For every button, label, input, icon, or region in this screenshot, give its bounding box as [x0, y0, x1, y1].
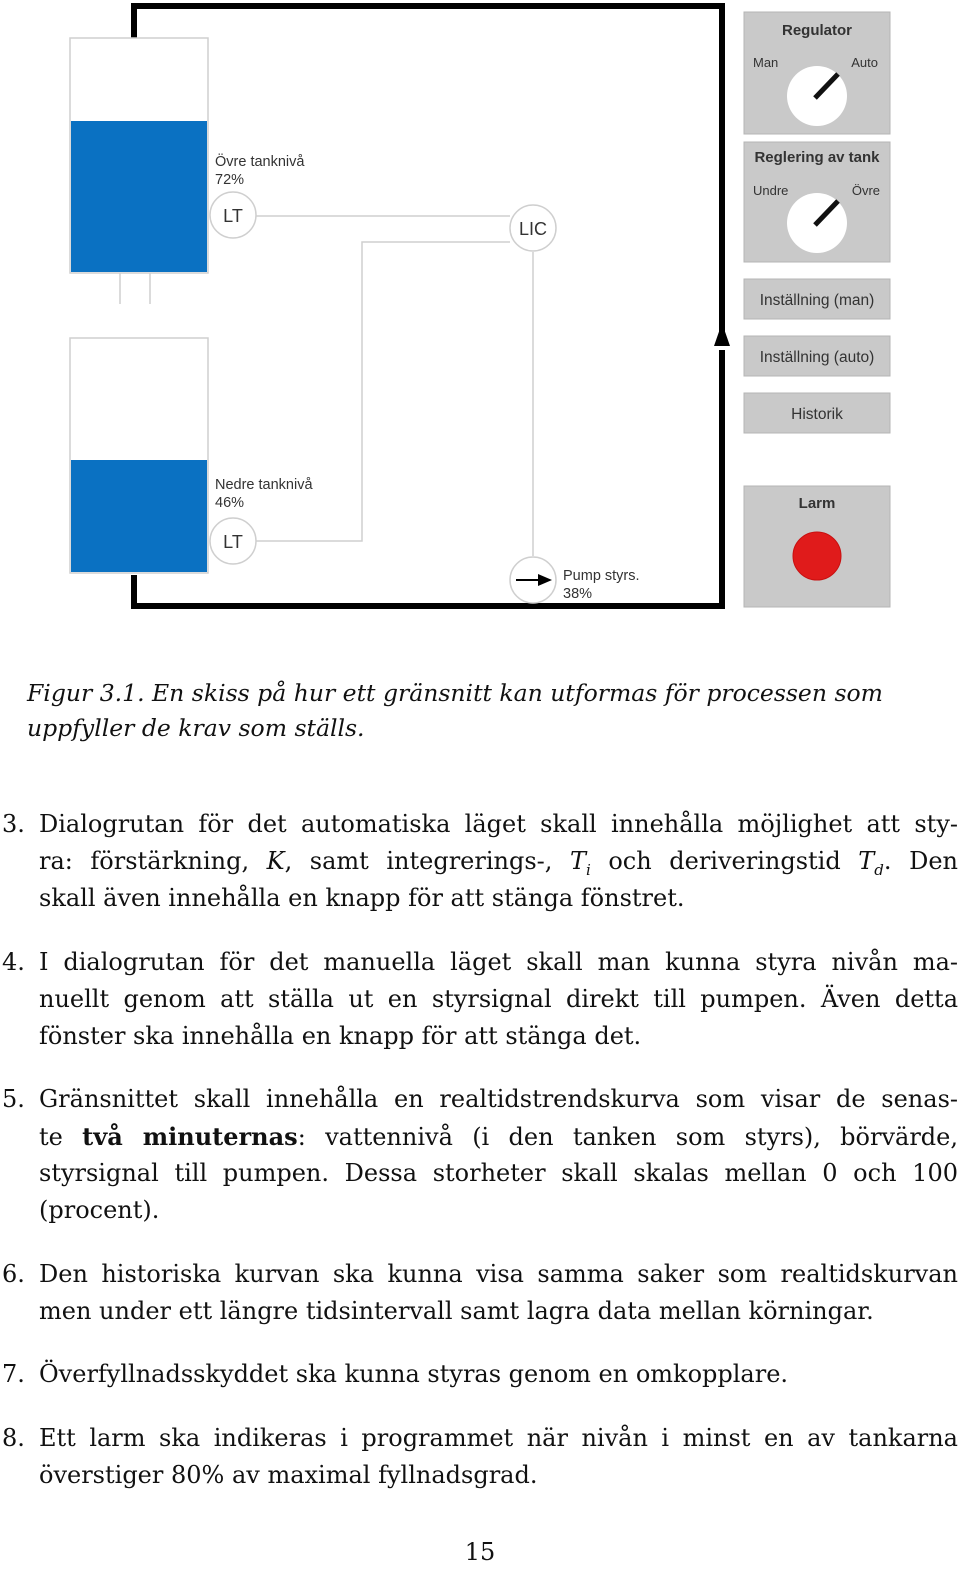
figure-caption: [27, 676, 927, 746]
item-line: nuellt genom att ställa ut en styrsignal direkt till pumpen. Även detta: [39, 985, 958, 1013]
caption-line-2: uppfyller de krav som ställs.: [27, 714, 365, 742]
tank-control-upper-label: Övre: [851, 183, 880, 198]
regulator-man-label: Man: [753, 55, 779, 70]
regulator-knob[interactable]: [787, 66, 847, 126]
alarm-lamp-icon: [793, 532, 841, 580]
upper-lt-label: LT: [223, 206, 243, 226]
item-number: 7.: [2, 1360, 25, 1388]
caption-line-1: Figur 3.1. En skiss på hur ett gränsnitt kan utformas för processen som: [27, 679, 883, 707]
item-line: Dialogrutan för det automatiska läget skall innehålla möjlighet att sty-: [39, 810, 958, 838]
item-line: fönster ska innehålla en knapp för att stänga det.: [39, 1022, 642, 1050]
pipe-frame: [134, 6, 722, 606]
process-interface-sketch: [0, 0, 960, 620]
item-number: 3.: [2, 810, 25, 838]
pump-value: 38%: [563, 586, 593, 602]
lower-tank-level-label: Nedre tanknivå: [215, 477, 313, 493]
item-line: styrsignal till pumpen. Dessa storheter skall skalas mellan 0 och 100: [39, 1159, 958, 1187]
item-line: te två minuternas: vattennivå (i den tanken som styrs), börvärde,: [39, 1122, 959, 1151]
settings-manual-label: Inställning (man): [759, 292, 875, 309]
item-line: skall även innehålla en knapp för att stänga fönstret.: [39, 884, 685, 912]
upper-tank-level-label: Övre tanknivå: [215, 154, 305, 170]
item-line: ra: förstärkning, K, samt integrerings-, $T_i$ och deriveringstid $T_d$. Den: [39, 847, 958, 879]
regulator-panel: [744, 12, 890, 134]
item-number: 4.: [2, 948, 25, 976]
page-number: 15: [464, 1538, 496, 1566]
item-line: (procent).: [39, 1196, 160, 1224]
lower-tank-water-level: [71, 460, 207, 572]
tank-select-knob[interactable]: [787, 193, 847, 253]
item-number: 6.: [2, 1260, 25, 1288]
tank-control-title: Reglering av tank: [754, 149, 880, 166]
regulator-auto-label: Auto: [851, 55, 878, 70]
lic-label: LIC: [518, 219, 548, 239]
signal-lines: [256, 216, 533, 556]
upper-tank-water-level: [71, 121, 207, 272]
item-number: 8.: [2, 1424, 25, 1452]
lower-tank: [70, 338, 208, 573]
lower-tank-level-value: 46%: [215, 495, 245, 511]
item-line: Ett larm ska indikeras i programmet när nivån i minst en av tankarna: [39, 1424, 958, 1452]
item-line: Överfyllnadsskyddet ska kunna styras genom en omkopplare.: [39, 1360, 789, 1388]
regulator-title: Regulator: [781, 22, 853, 39]
lower-lt-label: LT: [223, 532, 243, 552]
settings-manual-button[interactable]: [744, 279, 890, 319]
history-label: Historik: [791, 406, 843, 423]
item-line: Den historiska kurvan ska kunna visa samma saker som realtidskurvan: [39, 1260, 958, 1288]
tank-control-panel: [744, 142, 890, 262]
item-number: 5.: [2, 1085, 25, 1113]
settings-auto-label: Inställning (auto): [759, 349, 875, 366]
alarm-panel: [744, 486, 890, 607]
item-line: men under ett längre tidsintervall samt lagra data mellan körningar.: [39, 1297, 874, 1325]
pump-label: Pump styrs.: [563, 568, 640, 584]
upper-tank: [70, 38, 208, 304]
tank-control-lower-label: Undre: [753, 183, 789, 198]
settings-auto-button[interactable]: [744, 336, 890, 376]
alarm-title: Larm: [798, 495, 836, 512]
item-line: överstiger 80% av maximal fyllnadsgrad.: [39, 1461, 538, 1489]
history-button[interactable]: [744, 393, 890, 433]
upper-tank-level-value: 72%: [215, 172, 245, 188]
flow-arrow-icon: [714, 323, 730, 346]
item-line: Gränsnittet skall innehålla en realtidstrendskurva som visar de senas-: [39, 1085, 958, 1113]
item-line: I dialogrutan för det manuella läget skall man kunna styra nivån ma-: [39, 948, 958, 976]
